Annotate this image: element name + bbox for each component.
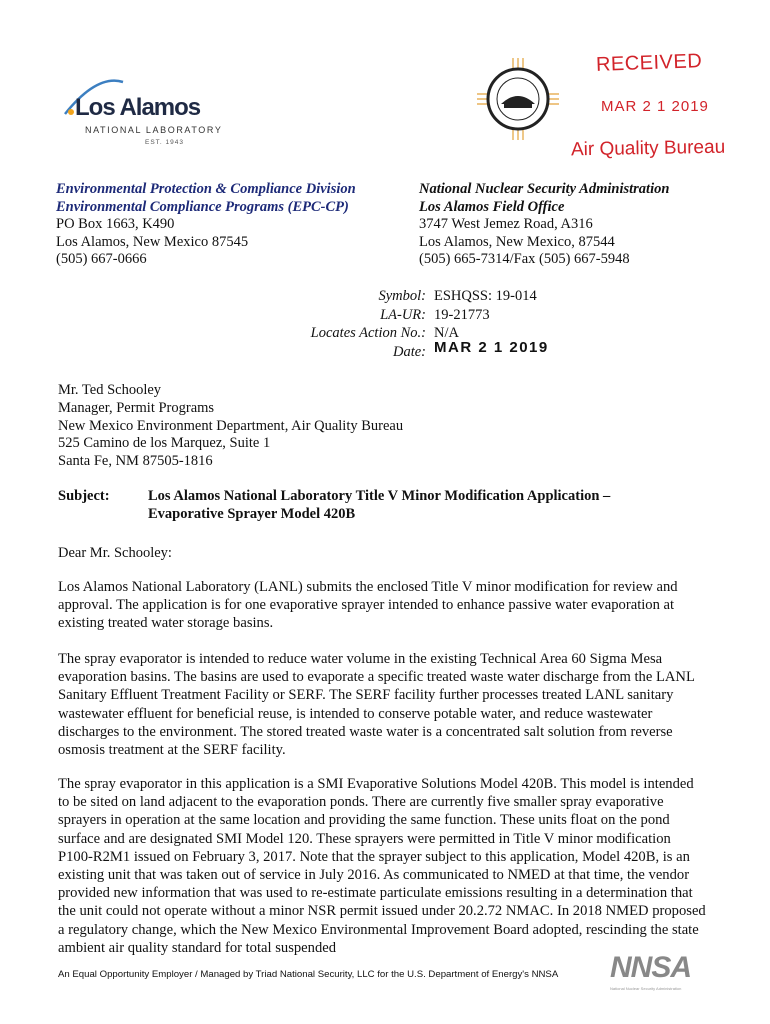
locates-value: N/A xyxy=(434,325,459,341)
recipient-title: Manager, Permit Programs xyxy=(58,399,215,416)
received-bureau: Air Quality Bureau xyxy=(570,136,726,161)
date-row xyxy=(296,338,549,362)
logo-name: Los Alamos xyxy=(75,94,201,121)
doe-seal-icon xyxy=(477,58,559,140)
field-office-name: Los Alamos Field Office xyxy=(419,198,565,215)
recipient-address xyxy=(58,382,403,471)
laur-value: 19-21773 xyxy=(434,306,490,323)
body-paragraph-1 xyxy=(58,578,708,633)
nnsa-name: National Nuclear Security Administration xyxy=(419,181,670,197)
address-line: Los Alamos, New Mexico, 87544 xyxy=(419,233,615,250)
salutation: Dear Mr. Schooley: xyxy=(58,545,172,561)
doe-seal xyxy=(477,58,559,140)
logo-est: EST. 1943 xyxy=(145,139,184,146)
subject-label: Subject: xyxy=(58,488,110,504)
date-stamp-value: MAR 2 1 2019 xyxy=(434,338,549,356)
reference-fields xyxy=(296,287,549,361)
address-line: PO Box 1663, K490 xyxy=(56,216,175,233)
subject-line-1: Los Alamos National Laboratory Title V Minor Modification Application – xyxy=(148,488,611,504)
subject-line-2: Evaporative Sprayer Model 420B xyxy=(148,505,356,522)
division-name: Environmental Protection & Compliance Division xyxy=(56,181,356,197)
recipient-city: Santa Fe, NM 87505-1816 xyxy=(58,453,213,470)
date-label: Date: xyxy=(392,343,426,360)
phone-line: (505) 667-0666 xyxy=(56,251,147,268)
subject-line xyxy=(148,488,610,523)
lanl-logo xyxy=(55,72,225,152)
recipient-street: 525 Camino de los Marquez, Suite 1 xyxy=(58,435,271,452)
nnsa-logo xyxy=(610,952,720,1000)
symbol-label: Symbol: xyxy=(378,288,426,304)
address-line: Los Alamos, New Mexico 87545 xyxy=(56,233,249,250)
laur-label: LA-UR: xyxy=(380,306,426,323)
recipient-name: Mr. Ted Schooley xyxy=(58,382,162,398)
recipient-org: New Mexico Environment Department, Air Quality Bureau xyxy=(58,417,404,434)
phone-line: (505) 665-7314/Fax (505) 667-5948 xyxy=(419,251,630,268)
sender-right xyxy=(419,181,669,269)
laur-row xyxy=(296,306,549,325)
address-line: 3747 West Jemez Road, A316 xyxy=(419,216,593,233)
paragraph-text: The spray evaporator in this application is a SMI Evaporative Solutions Model 420B. This model is intended to be sited on land adjacent to the evaporation ponds. There are currently five smaller spray evaporative sprayers in operation at the same location and providing the same function. These units float on the pond surface and are designated SMI Model 120. These sprayers were permitted in Title V minor modification P100-R2M1 issued on February 3, 2017. Note that the sprayer subject to this application, Model 420B, is an existing unit that was taken out of service in July 2016. As communicated to NMED at that time, the vendor provided new information that was used to re-estimate particulate emissions resulting in a determination that the unit could not operate without a minor NSR permit issued under 20.2.72 NMAC. In 2018 NMED proposed a regulatory change, which the New Mexico Environmental Improvement Board adopted, rescinding the state ambient air quality standard for total suspended xyxy=(58,776,706,956)
footer-text: An Equal Opportunity Employer / Managed by Triad National Security, LLC for the U.S. Department of Energy's NNSA xyxy=(58,969,559,980)
locates-label: Locates Action No.: xyxy=(310,325,426,341)
symbol-row xyxy=(296,287,549,306)
nnsa-logo-sub: National Nuclear Security Administration xyxy=(610,986,682,991)
paragraph-text: The spray evaporator is intended to reduce water volume in the existing Technical Area 60 Sigma Mesa evaporation basins. The basins are used to evaporate a specific treated waste water discharge from the LANL Sanitary Effluent Treatment Facility or SERF. The SERF facility further processes treated LANL sanitary wastewater effluent for beneficial reuse, is intended to conserve potable water, and reduce wastewater discharges to the environment. The stored treated waste water is a concentrated salt solution from reverse osmosis treatment at the SERF facility. xyxy=(58,651,695,759)
received-date: MAR 2 1 2019 xyxy=(601,98,709,115)
received-stamp: RECEIVED xyxy=(595,50,703,76)
logo-sub: NATIONAL LABORATORY xyxy=(85,125,223,135)
body-paragraph-3 xyxy=(58,775,708,957)
seal-caption xyxy=(470,145,471,146)
program-name: Environmental Compliance Programs (EPC-CP) xyxy=(56,198,349,215)
sender-left xyxy=(56,181,356,269)
symbol-value: ESHQSS: 19-014 xyxy=(434,288,537,304)
paragraph-text: Los Alamos National Laboratory (LANL) submits the enclosed Title V minor modification for review and approval. The application is for one evaporative sprayer intended to enhance passive water evaporation at existing treated water storage basins. xyxy=(58,579,678,632)
body-paragraph-2 xyxy=(58,650,708,759)
nnsa-logo-text: NNSA xyxy=(610,951,692,984)
